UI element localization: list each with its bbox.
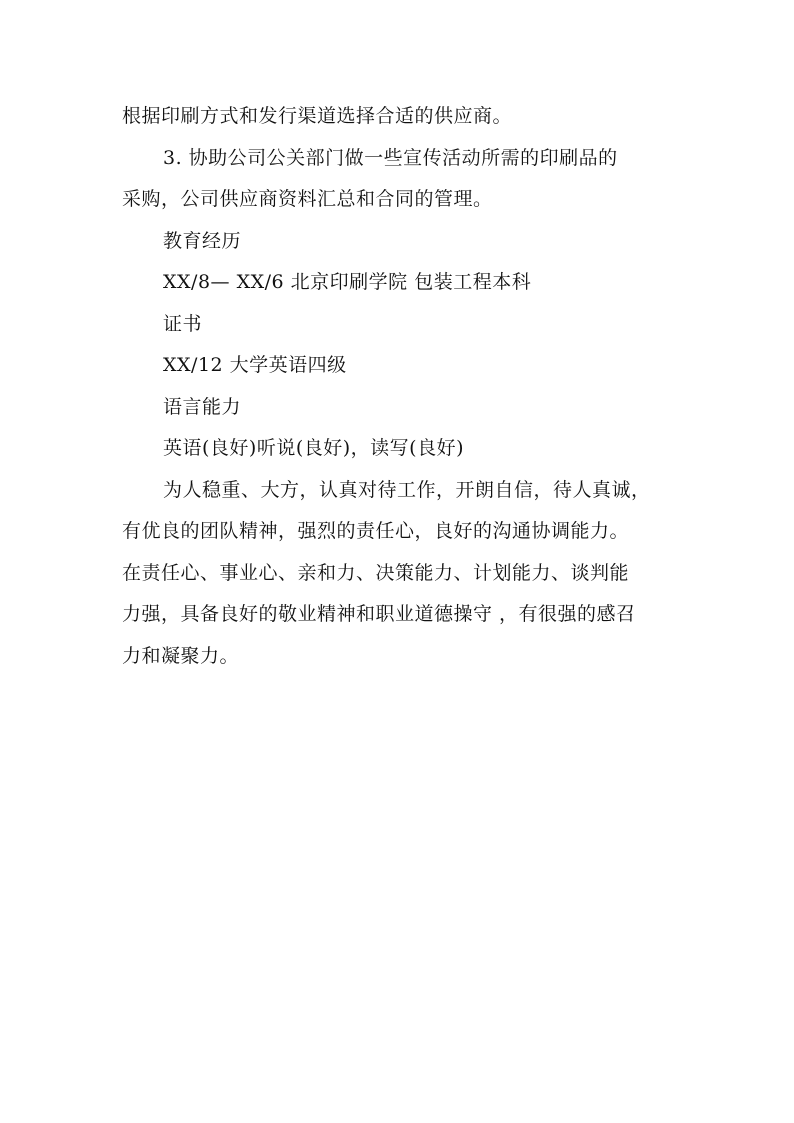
section-heading-education: 教育经历 xyxy=(163,229,242,252)
self-evaluation-line-1: 为人稳重、大方，认真对待工作，开朗自信，待人真诚， xyxy=(163,478,651,501)
self-evaluation-line-2: 有优良的团队精神，强烈的责任心，良好的沟通协调能力。 xyxy=(122,520,630,542)
self-evaluation-line-5: 力和凝聚力。 xyxy=(122,644,240,667)
education-entry: XX/8— XX/6 北京印刷学院 包装工程本科 xyxy=(163,271,532,293)
paragraph-line-supplier-selection: 根据印刷方式和发行渠道选择合适的供应商。 xyxy=(122,105,513,127)
paragraph-line-duty-3-cont: 采购，公司供应商资料汇总和合同的管理。 xyxy=(122,188,493,210)
section-heading-language: 语言能力 xyxy=(163,395,242,418)
document-body xyxy=(122,96,702,677)
language-entry: 英语(良好)听说(良好)，读写(良好) xyxy=(163,437,464,459)
certificate-entry: XX/12 大学英语四级 xyxy=(163,354,347,376)
self-evaluation-line-3: 在责任心、事业心、亲和力、决策能力、计划能力、谈判能 xyxy=(122,561,630,584)
self-evaluation-line-4: 力强，具备良好的敬业精神和职业道德操守 ，有很强的感召 xyxy=(122,603,636,625)
paragraph-line-duty-3: 3. 协助公司公关部门做一些宣传活动所需的印刷品的 xyxy=(163,146,618,169)
section-heading-certificates: 证书 xyxy=(163,312,203,335)
